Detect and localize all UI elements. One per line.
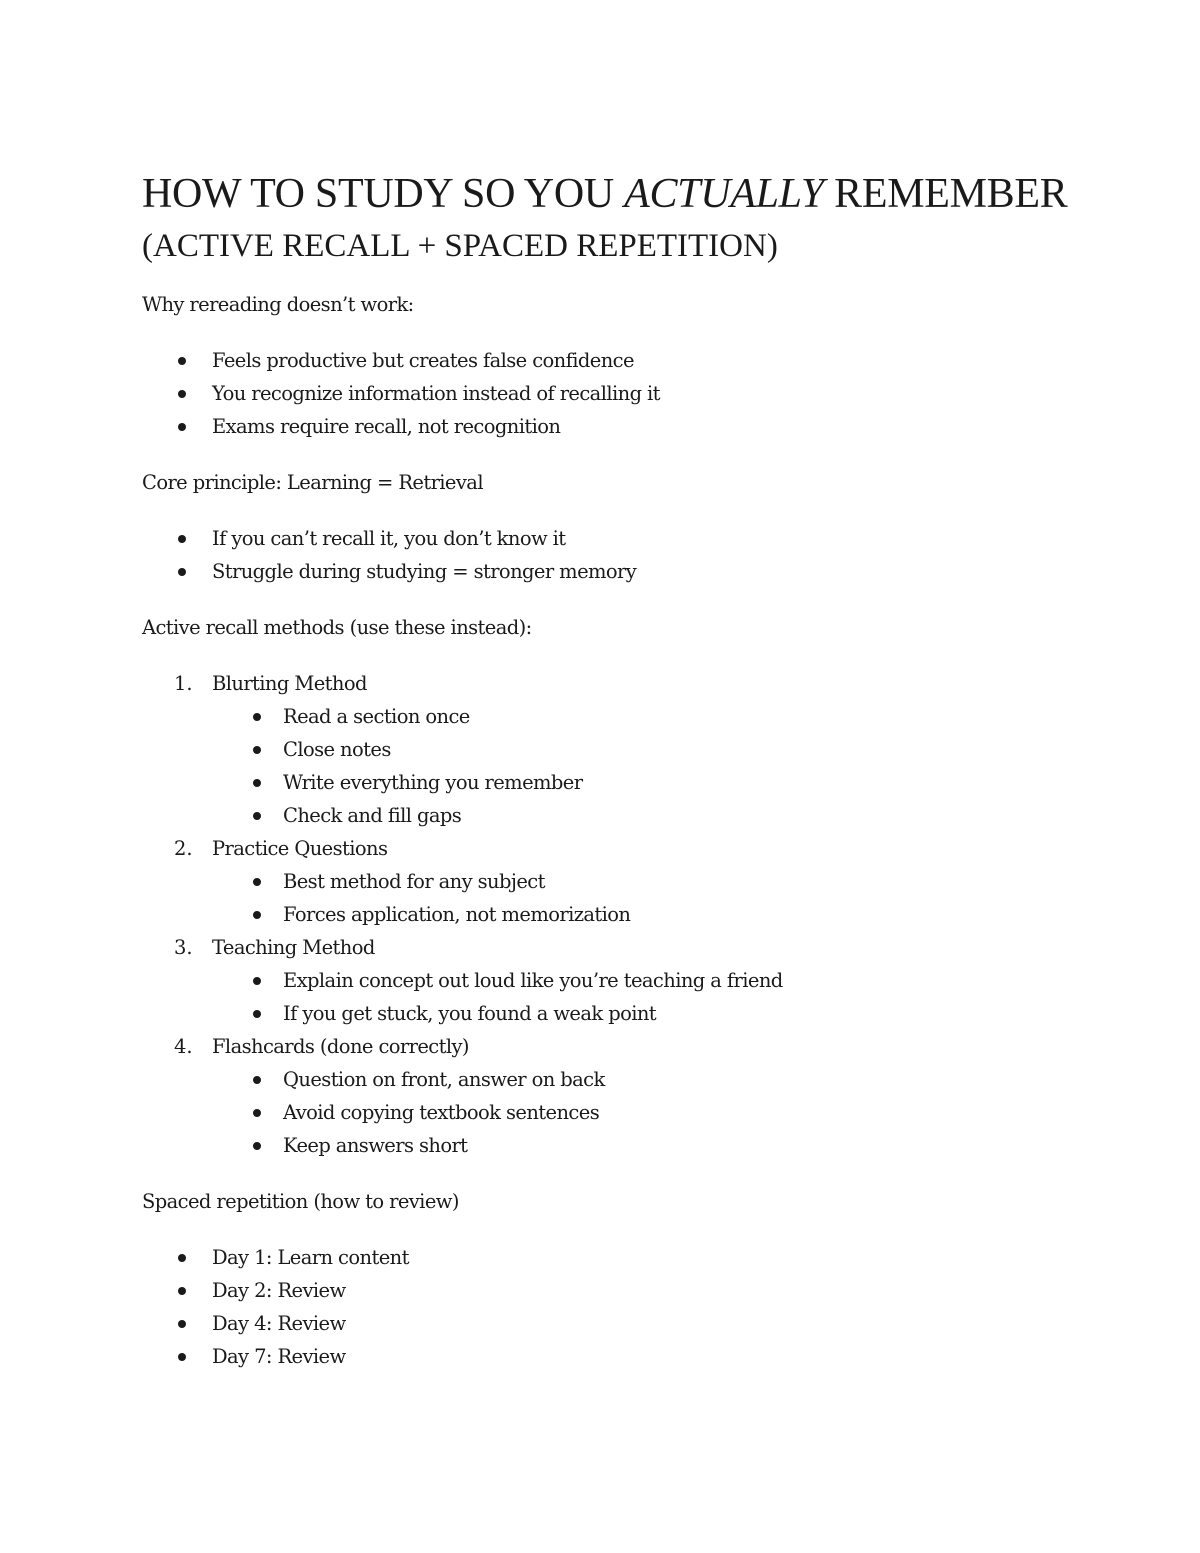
section-heading-spaced: Spaced repetition (how to review) bbox=[142, 1190, 459, 1213]
bullet-icon bbox=[178, 568, 186, 576]
list-item: Forces application, not memorization bbox=[142, 898, 1102, 931]
list-item: Day 7: Review bbox=[142, 1340, 1102, 1373]
item-number: 1. bbox=[174, 672, 193, 695]
bullet-icon bbox=[178, 1254, 186, 1262]
numbered-item-flashcards bbox=[142, 1030, 1102, 1162]
list-item: Day 1: Learn content bbox=[142, 1241, 1102, 1274]
bullet-icon bbox=[178, 1320, 186, 1328]
bullet-icon bbox=[253, 1142, 261, 1150]
bullet-icon bbox=[253, 779, 261, 787]
list-item: Feels productive but creates false confidence bbox=[142, 344, 1102, 377]
methods-list bbox=[142, 667, 1102, 1162]
bullet-icon bbox=[178, 390, 186, 398]
list-item: Write everything you remember bbox=[142, 766, 1102, 799]
item-label: Blurting Method bbox=[212, 672, 367, 695]
title-emphasis: ACTUALLY bbox=[624, 171, 824, 217]
item-label: Teaching Method bbox=[212, 936, 375, 959]
bullet-icon bbox=[178, 357, 186, 365]
bullet-icon bbox=[253, 812, 261, 820]
list-item: Read a section once bbox=[142, 700, 1102, 733]
item-number: 3. bbox=[174, 936, 193, 959]
list-item: Avoid copying textbook sentences bbox=[142, 1096, 1102, 1129]
sub-list bbox=[142, 700, 1102, 832]
list-item: Check and fill gaps bbox=[142, 799, 1102, 832]
list-item: Exams require recall, not recognition bbox=[142, 410, 1102, 443]
list-item: Best method for any subject bbox=[142, 865, 1102, 898]
bullet-icon bbox=[253, 878, 261, 886]
list-item: Keep answers short bbox=[142, 1129, 1102, 1162]
page-title bbox=[142, 168, 1102, 220]
list-item: Day 2: Review bbox=[142, 1274, 1102, 1307]
spaced-list bbox=[142, 1241, 1102, 1373]
bullet-icon bbox=[178, 535, 186, 543]
item-number: 4. bbox=[174, 1035, 193, 1058]
item-label: Practice Questions bbox=[212, 837, 388, 860]
list-item: Day 4: Review bbox=[142, 1307, 1102, 1340]
bullet-icon bbox=[253, 746, 261, 754]
list-item: If you can’t recall it, you don’t know it bbox=[142, 522, 1102, 555]
numbered-item-blurting bbox=[142, 667, 1102, 832]
bullet-icon bbox=[253, 1109, 261, 1117]
numbered-item-practice-questions bbox=[142, 832, 1102, 931]
sub-list bbox=[142, 964, 1102, 1030]
list-item: Question on front, answer on back bbox=[142, 1063, 1102, 1096]
list-item: Close notes bbox=[142, 733, 1102, 766]
section-heading-core: Core principle: Learning = Retrieval bbox=[142, 471, 483, 494]
bullet-icon bbox=[178, 423, 186, 431]
bullet-icon bbox=[253, 1076, 261, 1084]
title-text-before: HOW TO STUDY SO YOU bbox=[142, 171, 625, 217]
numbered-item-teaching bbox=[142, 931, 1102, 1030]
item-number: 2. bbox=[174, 837, 193, 860]
core-list bbox=[142, 522, 1102, 588]
list-item: If you get stuck, you found a weak point bbox=[142, 997, 1102, 1030]
sub-list bbox=[142, 865, 1102, 931]
why-list bbox=[142, 344, 1102, 443]
sub-list bbox=[142, 1063, 1102, 1162]
bullet-icon bbox=[253, 1010, 261, 1018]
bullet-icon bbox=[178, 1353, 186, 1361]
title-text-after: REMEMBER bbox=[823, 171, 1068, 217]
bullet-icon bbox=[178, 1287, 186, 1295]
item-label: Flashcards (done correctly) bbox=[212, 1035, 469, 1058]
page-subtitle: (ACTIVE RECALL + SPACED REPETITION) bbox=[142, 228, 778, 264]
bullet-icon bbox=[253, 911, 261, 919]
bullet-icon bbox=[253, 977, 261, 985]
section-heading-methods: Active recall methods (use these instead): bbox=[142, 616, 532, 639]
list-item: Struggle during studying = stronger memory bbox=[142, 555, 1102, 588]
document-page bbox=[142, 168, 1102, 1373]
list-item: You recognize information instead of recalling it bbox=[142, 377, 1102, 410]
section-heading-why: Why rereading doesn’t work: bbox=[142, 293, 414, 316]
bullet-icon bbox=[253, 713, 261, 721]
list-item: Explain concept out loud like you’re teaching a friend bbox=[142, 964, 1102, 997]
